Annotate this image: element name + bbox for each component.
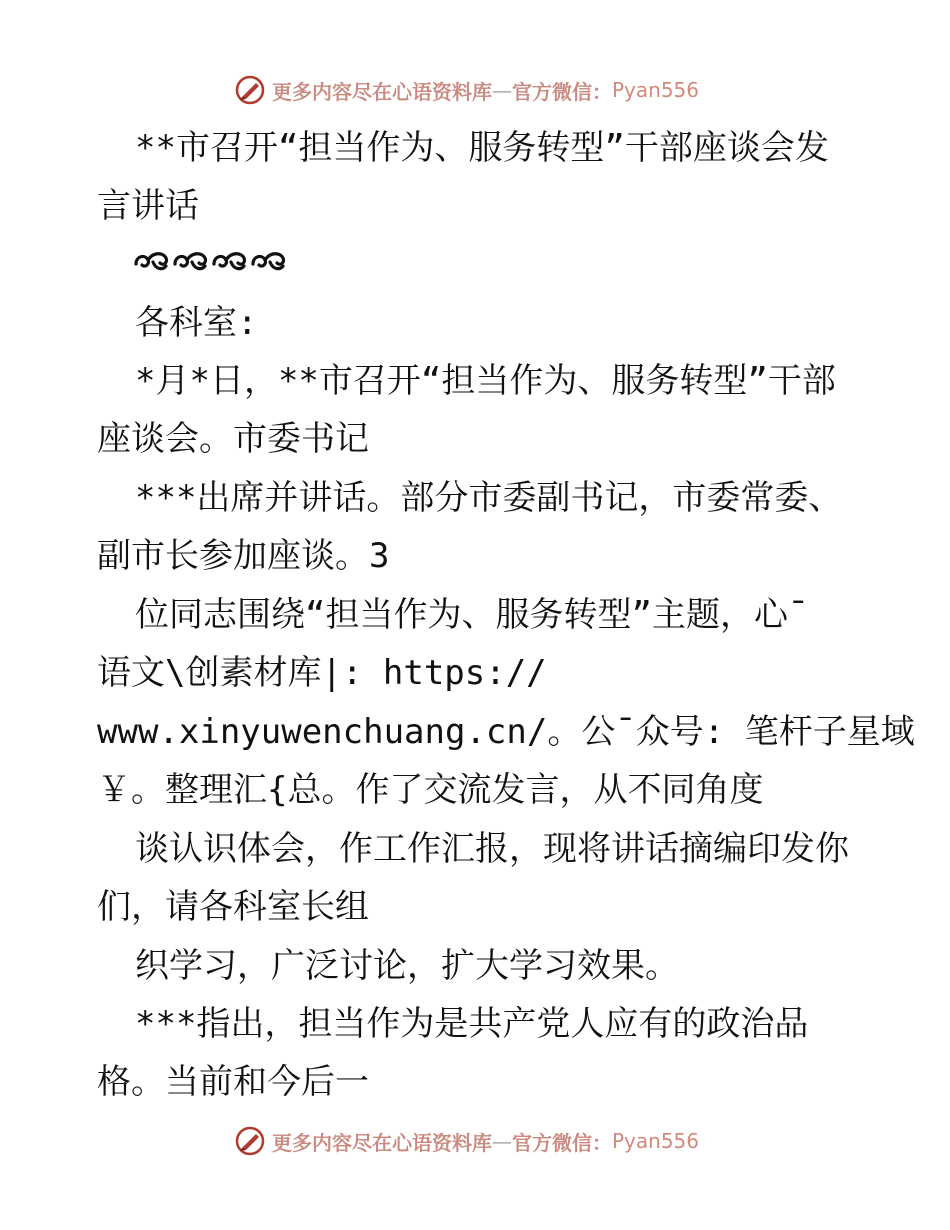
decorative-swirl-icon [172,248,209,274]
banner-text: 更多内容尽在心语资料库 [272,1130,492,1155]
paragraph-line: www.xinyuwenchuang.cn/。公¯众号: 笔杆子星域 [97,712,915,752]
paragraph-line: 织学习，广泛讨论，扩大学习效果。 [135,946,679,986]
paragraph-line: ￥。整理汇{总。作了交流发言，从不同角度 [97,770,764,810]
banner-official: 官方微信： [512,79,612,104]
paragraph-line: 格。当前和今后一 [97,1062,369,1102]
paragraph-line: ***出席并讲话。部分市委副书记，市委常委、 [135,478,843,518]
paragraph-line: 谈认识体会，作工作汇报，现将讲话摘编印发你 [135,829,849,869]
paragraph-line: 们，请各科室长组 [97,887,369,927]
banner-official: 官方微信： [512,1130,612,1155]
banner-dash: — [492,1129,512,1153]
paragraph-line: ***指出，担当作为是共产党人应有的政治品 [135,1004,809,1044]
decorative-swirl-icon [133,248,170,274]
salutation: 各科室: [135,303,258,343]
title-line-1: **市召开“担当作为、服务转型”干部座谈会发 [135,128,829,168]
paragraph-line: 语文\创素材库|: https:// [97,653,547,693]
footer-banner [234,1124,699,1158]
banner-dash: — [492,78,512,102]
banner-id: Pyan556 [612,78,700,102]
paragraph-line: *月*日，**市召开“担当作为、服务转型”干部 [135,361,836,401]
banner-id: Pyan556 [612,1129,700,1153]
pen-logo-icon [234,1125,266,1157]
paragraph-line: 座谈会。市委书记 [97,419,369,459]
pen-logo-icon [234,74,266,106]
banner-text: 更多内容尽在心语资料库 [272,79,492,104]
paragraph-line: 位同志围绕“担当作为、服务转型”主题，心¯ [135,595,809,635]
header-banner [234,73,699,107]
decorative-swirl-icon [211,248,248,274]
paragraph-line: 副市长参加座谈。3 [97,536,390,576]
ornament-row [133,248,289,274]
title-line-2: 言讲话 [97,186,199,226]
decorative-swirl-icon [250,248,287,274]
